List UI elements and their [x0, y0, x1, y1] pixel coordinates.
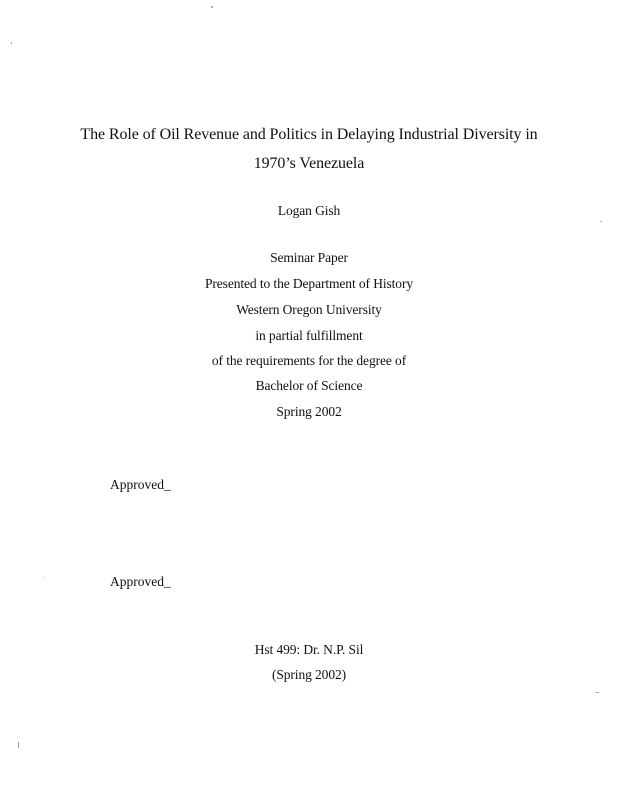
description-line-4: in partial fulfillment	[255, 328, 363, 343]
paper-title-line-1: The Role of Oil Revenue and Politics in Delaying Industrial Diversity in	[80, 126, 538, 143]
approval-line-2: Approved_	[110, 574, 171, 589]
description-line-2: Presented to the Department of History	[204, 276, 414, 291]
term-info: (Spring 2002)	[271, 667, 347, 682]
description-line-6: Bachelor of Science	[255, 378, 363, 393]
description-line-1: Seminar Paper	[270, 250, 348, 265]
scan-speck	[44, 577, 45, 578]
course-info: Hst 499: Dr. N.P. Sil	[254, 642, 364, 657]
description-line-5: of the requirements for the degree of	[211, 353, 407, 368]
approval-line-1: Approved_	[110, 477, 171, 492]
scan-speck	[11, 42, 12, 44]
scan-speck	[600, 221, 602, 222]
scan-speck	[18, 742, 19, 748]
description-line-7: Spring 2002	[276, 404, 342, 419]
description-line-3: Western Oregon University	[236, 302, 382, 317]
scan-speck	[211, 6, 213, 8]
paper-title-line-2: 1970’s Venezuela	[253, 155, 365, 172]
scan-speck	[596, 692, 599, 693]
author-name: Logan Gish	[277, 203, 341, 218]
